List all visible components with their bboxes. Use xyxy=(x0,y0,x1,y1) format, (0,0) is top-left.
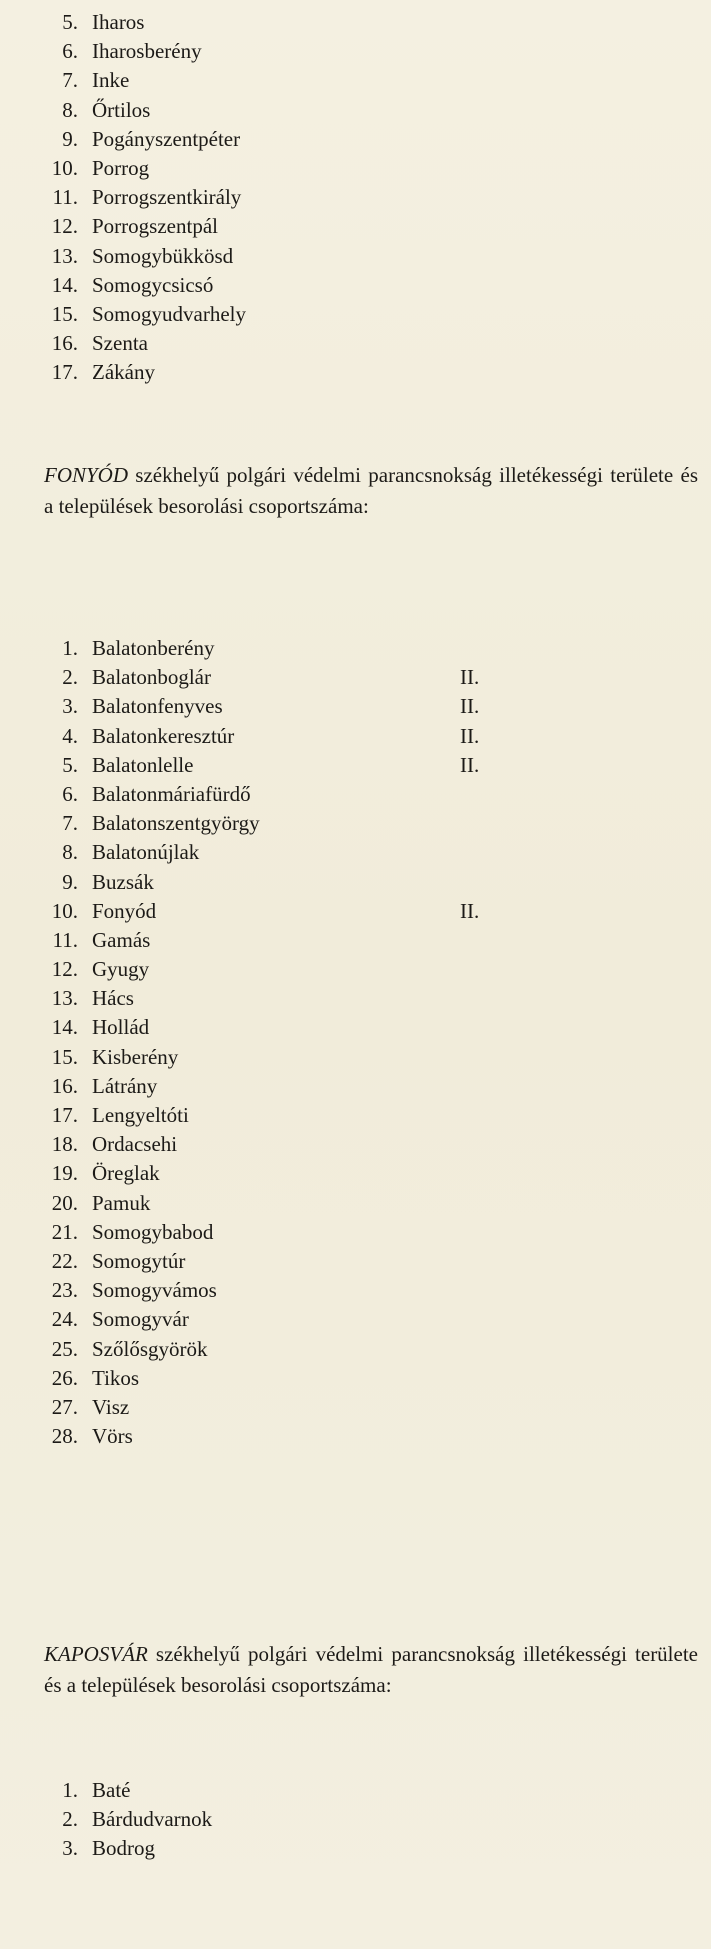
item-number: 17. xyxy=(51,360,78,385)
item-number: 28. xyxy=(51,1424,78,1449)
item-number: 8. xyxy=(62,97,78,122)
settlement-name: Bodrog xyxy=(92,1836,155,1861)
item-number: 7. xyxy=(62,68,78,93)
settlement-name: Somogyvámos xyxy=(92,1278,217,1303)
settlement-name: Lengyeltóti xyxy=(92,1103,189,1127)
item-number: 17. xyxy=(51,1103,78,1127)
settlement-name: Porrogszentpál xyxy=(92,214,218,239)
item-number: 11. xyxy=(52,927,78,952)
item-number: 16. xyxy=(51,331,78,356)
settlement-name: Baté xyxy=(92,1778,131,1802)
item-number: 12. xyxy=(51,957,78,982)
group-number: II. xyxy=(460,665,480,690)
settlement-name: Zákány xyxy=(92,360,155,385)
item-number: 10. xyxy=(51,898,78,923)
settlement-name: Fonyód xyxy=(92,898,157,923)
item-number: 14. xyxy=(51,272,78,297)
seat-name: FONYÓD xyxy=(44,463,129,487)
item-number: 1. xyxy=(62,636,78,660)
seat-name: KAPOSVÁR xyxy=(44,1642,148,1666)
item-number: 22. xyxy=(51,1248,78,1273)
settlement-name: Somogybabod xyxy=(92,1219,214,1244)
item-number: 14. xyxy=(51,1015,78,1040)
settlement-name: Inke xyxy=(92,68,130,93)
settlement-name: Somogybükkösd xyxy=(92,243,234,268)
settlement-name: Iharosberény xyxy=(92,39,202,64)
item-number: 13. xyxy=(51,986,78,1011)
item-number: 21. xyxy=(51,1219,78,1244)
item-number: 6. xyxy=(62,781,78,806)
item-number: 3. xyxy=(62,1836,78,1861)
settlement-name: Somogytúr xyxy=(92,1248,186,1273)
item-number: 6. xyxy=(62,39,78,64)
item-number: 5. xyxy=(62,752,78,777)
settlement-name: Vörs xyxy=(92,1424,133,1449)
item-number: 18. xyxy=(51,1132,78,1157)
item-number: 8. xyxy=(62,840,78,865)
group-number: II. xyxy=(460,694,480,719)
settlement-name: Porrogszentkirály xyxy=(92,185,242,210)
settlement-name: Bárdudvarnok xyxy=(92,1807,213,1832)
item-number: 12. xyxy=(51,214,78,239)
settlement-name: Visz xyxy=(92,1394,130,1419)
settlement-name: Iharos xyxy=(92,10,145,34)
item-number: 20. xyxy=(51,1190,78,1215)
settlement-name: Balatonújlak xyxy=(92,840,200,865)
settlement-name: Gamás xyxy=(92,927,151,952)
settlement-name: Pamuk xyxy=(92,1190,151,1215)
settlement-name: Őrtilos xyxy=(92,97,151,122)
settlement-name: Ordacsehi xyxy=(92,1132,178,1157)
item-number: 15. xyxy=(51,301,78,326)
section-heading-kaposvar xyxy=(44,1639,698,1701)
item-number: 27. xyxy=(51,1394,78,1419)
settlement-name: Buzsák xyxy=(92,869,154,894)
settlement-name: Somogyvár xyxy=(92,1307,189,1332)
settlement-name: Hács xyxy=(92,986,134,1011)
settlement-name: Szőlősgyörök xyxy=(92,1336,208,1361)
item-number: 16. xyxy=(51,1073,78,1098)
settlement-name: Somogyudvarhely xyxy=(92,301,246,326)
settlement-name: Öreglak xyxy=(92,1161,160,1186)
item-number: 5. xyxy=(62,10,78,34)
item-number: 4. xyxy=(62,723,78,748)
item-number: 15. xyxy=(51,1044,78,1069)
settlement-name: Tikos xyxy=(92,1365,140,1390)
item-number: 2. xyxy=(62,665,78,690)
settlement-name: Gyugy xyxy=(92,957,150,982)
settlement-name: Somogycsicsó xyxy=(92,272,214,297)
group-number: II. xyxy=(460,723,480,748)
settlement-name: Balatonlelle xyxy=(92,752,194,777)
item-number: 2. xyxy=(62,1807,78,1832)
settlement-name: Balatonboglár xyxy=(92,665,211,690)
item-number: 9. xyxy=(62,126,78,151)
item-number: 24. xyxy=(51,1307,78,1332)
settlement-name: Balatonberény xyxy=(92,636,215,660)
settlement-name: Balatonkeresztúr xyxy=(92,723,235,748)
settlement-name: Balatonmáriafürdő xyxy=(92,781,251,806)
section-heading-fonyod xyxy=(44,460,698,522)
item-number: 10. xyxy=(51,155,78,180)
settlement-name: Porrog xyxy=(92,155,150,180)
item-number: 7. xyxy=(62,811,78,836)
settlement-name: Balatonfenyves xyxy=(92,694,223,719)
item-number: 23. xyxy=(51,1278,78,1303)
item-number: 26. xyxy=(51,1365,78,1390)
group-number: II. xyxy=(460,898,480,923)
item-number: 3. xyxy=(62,694,78,719)
settlement-name: Szenta xyxy=(92,331,148,356)
settlement-name: Balatonszentgyörgy xyxy=(92,811,260,836)
item-number: 1. xyxy=(62,1778,78,1802)
heading-text: székhelyű polgári védelmi parancsnokság illetékességi területe és a települések besorolási csoportszáma: xyxy=(44,1642,698,1697)
heading-text: székhelyű polgári védelmi parancsnokság illetékességi területe és a települések besorolási csoportszáma: xyxy=(44,463,698,518)
settlement-name: Pogányszentpéter xyxy=(92,126,241,151)
settlement-name: Hollád xyxy=(92,1015,150,1040)
item-number: 9. xyxy=(62,869,78,894)
item-number: 13. xyxy=(51,243,78,268)
item-number: 19. xyxy=(51,1161,78,1186)
group-number: II. xyxy=(460,752,480,777)
item-number: 25. xyxy=(51,1336,78,1361)
item-number: 11. xyxy=(52,185,78,210)
settlement-name: Látrány xyxy=(92,1073,158,1098)
settlement-name: Kisberény xyxy=(92,1044,179,1069)
